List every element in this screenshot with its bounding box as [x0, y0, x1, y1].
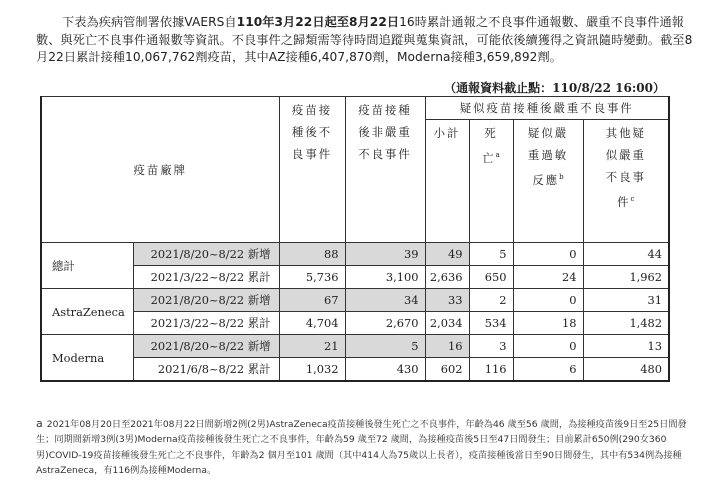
other-line: 不良事 — [605, 170, 646, 184]
value-cell: 5,736 — [279, 266, 345, 289]
value-cell: 650 — [469, 266, 513, 289]
adverse-events-table — [40, 96, 670, 382]
col1-line: 疫苗接 — [291, 103, 333, 117]
table-row — [41, 335, 669, 358]
value-cell: 1,482 — [583, 312, 669, 335]
other-footnote-mark: c — [630, 195, 635, 203]
value-cell: 16 — [425, 335, 469, 358]
death-footnote-mark: a — [495, 151, 500, 159]
table-row — [41, 243, 669, 266]
header-row-1 — [41, 97, 669, 120]
brand-astrazeneca: AstraZeneca — [41, 289, 133, 335]
value-cell: 6 — [513, 358, 583, 382]
table-row — [41, 358, 669, 382]
value-cell: 430 — [345, 358, 425, 382]
value-cell: 67 — [279, 289, 345, 312]
value-cell: 0 — [513, 243, 583, 266]
value-cell: 3 — [469, 335, 513, 358]
death-header — [469, 120, 513, 243]
brand-moderna: Moderna — [41, 335, 133, 382]
footnote-text: 2021年08月20日至2021年08月22日間新增2例(2男)AstraZeneca疫苗接種後發生死亡之不良事件，年齡為46 歲至56 歲間，為接種疫苗後9日至25日間發生；同期間新增3例(3男)Moderna疫苗接種後發生死亡之不良事件，年齡為59 歲至72 歲間，為接種疫苗後5日至47日間發生；目前累計650例(290女360男)COVID-19疫苗接種後發生死亡之不良事件，年齡為2 個月至101 歲間（其中414人為75歲以上長者），疫苗接種後當日至90日間發生，其中有534例為接種AstraZeneca，有116例為接種Moderna。 — [36, 419, 687, 476]
period-cell: 2021/8/20~8/22 新增 — [133, 289, 279, 312]
value-cell: 49 — [425, 243, 469, 266]
value-cell: 2 — [469, 289, 513, 312]
other-serious-header — [583, 120, 669, 243]
value-cell: 44 — [583, 243, 669, 266]
value-cell: 2,636 — [425, 266, 469, 289]
col1-line: 良事件 — [291, 147, 333, 161]
death-label: 亡 — [482, 150, 496, 165]
period-cell: 2021/3/22~8/22 累計 — [133, 266, 279, 289]
allergy-line: 重過敏 — [527, 148, 569, 162]
other-line — [584, 188, 669, 213]
allergy-line — [514, 166, 583, 191]
value-cell: 13 — [583, 335, 669, 358]
col-adverse-events-header — [279, 97, 345, 243]
value-cell: 4,704 — [279, 312, 345, 335]
allergy-footnote-mark: b — [559, 173, 564, 181]
brand-total: 總計 — [41, 243, 133, 289]
value-cell: 1,962 — [583, 266, 669, 289]
col1-line: 種後不 — [291, 125, 333, 139]
value-cell: 480 — [583, 358, 669, 382]
value-cell: 21 — [279, 335, 345, 358]
subtotal-header: 小計 — [425, 120, 469, 243]
value-cell: 39 — [345, 243, 425, 266]
value-cell: 1,032 — [279, 358, 345, 382]
intro-text-2: 16時累計通報之不良事件通報數、嚴重不良事件通報數、與死亡不良事件通報數等資訊。不良事件之歸類需等待時間追蹤與蒐集資訊，可能依後續獲得之資訊隨時變動。截至8月22日累計接種10,067,762劑疫苗，其中AZ接種6,407,870劑，Moderna接種3,659,892劑。 — [36, 15, 693, 64]
value-cell: 0 — [513, 289, 583, 312]
period-cell: 2021/8/20~8/22 新增 — [133, 243, 279, 266]
value-cell: 2,034 — [425, 312, 469, 335]
other-line: 似嚴重 — [605, 148, 646, 162]
intro-date-range: 110年3月22日起至8月22日 — [236, 15, 400, 29]
col2-line: 後非嚴重 — [358, 125, 412, 139]
serious-events-group-header: 疑似疫苗接種後嚴重不良事件 — [425, 97, 669, 120]
intro-paragraph — [36, 14, 700, 67]
value-cell: 34 — [345, 289, 425, 312]
table-row — [41, 289, 669, 312]
col2-line: 不良事件 — [358, 147, 412, 161]
value-cell: 5 — [345, 335, 425, 358]
col-non-serious-header — [345, 97, 425, 243]
value-cell: 31 — [583, 289, 669, 312]
allergy-header — [513, 120, 583, 243]
other-line: 其他疑 — [605, 126, 646, 140]
value-cell: 33 — [425, 289, 469, 312]
value-cell: 88 — [279, 243, 345, 266]
value-cell: 0 — [513, 335, 583, 358]
period-cell: 2021/8/20~8/22 新增 — [133, 335, 279, 358]
value-cell: 5 — [469, 243, 513, 266]
value-cell: 116 — [469, 358, 513, 382]
table-row — [41, 266, 669, 289]
death-line: 死 — [484, 126, 498, 140]
intro-text-1: 下表為疾病管制署依據VAERS自 — [62, 15, 237, 29]
value-cell: 534 — [469, 312, 513, 335]
value-cell: 24 — [513, 266, 583, 289]
data-cutoff-note: （通報資料截止點：110/8/22 16:00） — [444, 81, 665, 95]
col2-line: 疫苗接種 — [358, 103, 412, 117]
table-row — [41, 312, 669, 335]
value-cell: 602 — [425, 358, 469, 382]
footnote — [36, 416, 700, 478]
allergy-label: 反應 — [532, 172, 560, 187]
period-cell: 2021/3/22~8/22 累計 — [133, 312, 279, 335]
allergy-line: 疑似嚴 — [527, 126, 569, 140]
brand-header: 疫苗廠牌 — [41, 97, 279, 243]
footnote-mark: a — [36, 417, 43, 430]
value-cell: 3,100 — [345, 266, 425, 289]
death-line — [470, 144, 513, 169]
period-cell: 2021/6/8~8/22 累計 — [133, 358, 279, 382]
other-label: 件 — [617, 194, 631, 209]
value-cell: 2,670 — [345, 312, 425, 335]
value-cell: 18 — [513, 312, 583, 335]
